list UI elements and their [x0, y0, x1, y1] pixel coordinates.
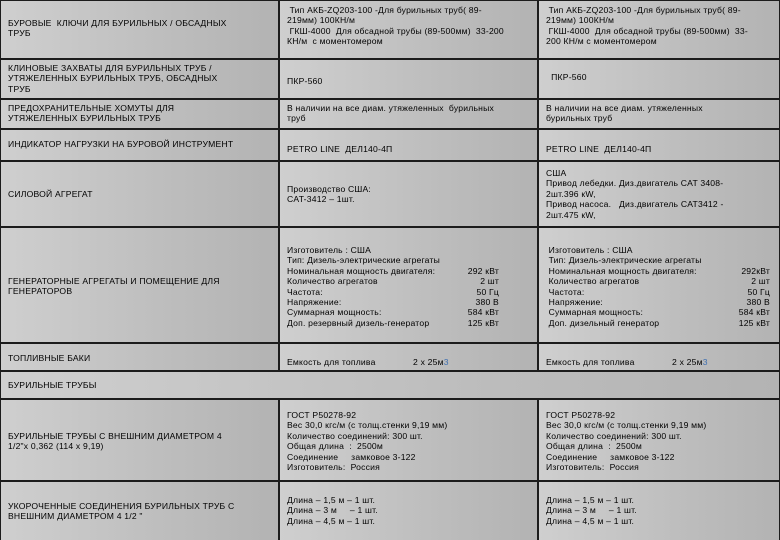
spec-text: PETRO LINE ДЕЛ140-4П [287, 144, 393, 154]
spec-value: 125 кВт [467, 317, 499, 328]
spec-key: Емкость для топлива [546, 357, 635, 367]
spec-cell [280, 482, 537, 540]
section-header: БУРИЛЬНЫЕ ТРУБЫ [8, 380, 97, 390]
row-label: ТОПЛИВНЫЕ БАКИ [8, 353, 91, 363]
spec-cell [280, 60, 537, 98]
spec-cell [539, 100, 779, 128]
row-label: БУРОВЫЕ КЛЮЧИ ДЛЯ БУРИЛЬНЫХ / ОБСАДНЫХ ТРУБ [8, 18, 227, 39]
spec-key: Емкость для топлива [287, 357, 376, 367]
table-row-weight-indicator [0, 130, 780, 160]
spec-value-wrap [672, 357, 775, 367]
row-label: ПРЕДОХРАНИТЕЛЬНЫЕ ХОМУТЫ ДЛЯ УТЯЖЕЛЕННЫХ БУРИЛЬНЫХ ТРУБ [8, 103, 175, 124]
spec-value: 50 Гц [747, 286, 770, 297]
spec-value: 125 кВт [738, 317, 770, 328]
row-label-cell [1, 344, 278, 370]
spec-value: 380 В [475, 296, 499, 307]
spec-line: Изготовитель : США [546, 245, 633, 255]
spec-value: 50 Гц [473, 286, 499, 297]
spec-line: Тип: Дизель-электрические агрегаты [546, 255, 702, 266]
spec-text: Длина – 1,5 м – 1 шт. Длина – 3 м – 1 шт. Длина – 4,5 м – 1 шт. [546, 495, 637, 526]
spec-text: ПКР-560 [287, 76, 323, 86]
table-row-power-unit [0, 162, 780, 226]
spec-line: Тип: Дизель-электрические агрегаты [287, 255, 440, 266]
spec-value: 292 кВт [467, 265, 499, 276]
spec-key: Количество агрегатов [546, 276, 640, 287]
row-label-cell [1, 1, 278, 58]
generator-specs [287, 245, 499, 328]
spec-value: 2 шт [480, 276, 499, 287]
spec-cell [539, 344, 779, 370]
table-row-slips [0, 60, 780, 98]
spec-cell [539, 1, 779, 58]
spec-cell [539, 130, 779, 160]
spec-key: Номинальная мощность двигателя: [546, 265, 697, 276]
row-label-cell [1, 162, 278, 226]
spec-value: 584 кВт [738, 307, 770, 318]
spec-text: ГОСТ Р50278-92 Вес 30,0 кгс/м (с толщ.стенки 9,19 мм) Количество соединений: 300 шт. Общая длина : 2500м Соединение замковое 3-122 Изготовитель: Россия [546, 410, 707, 473]
spec-cell [539, 228, 779, 342]
spec-cell [280, 130, 537, 160]
table-row-drill-pipes-header [0, 372, 780, 398]
spec-key: Суммарная мощность: [546, 307, 644, 318]
spec-cell [280, 1, 537, 58]
table-row-generators [0, 228, 780, 342]
table-row-drill-pipes [0, 400, 780, 480]
spec-value: 2 х 25м [672, 357, 703, 367]
section-header-cell [1, 372, 779, 398]
row-label-cell [1, 100, 278, 128]
spec-text: США Привод лебедки. Диз.двигатель CAT 3408- 2шт.396 кW, Привод насоса. Диз.двигатель CAT3412 - 2шт.475 кW, [546, 168, 724, 220]
table-row-pup-joints [0, 482, 780, 540]
spec-value-wrap [413, 357, 533, 367]
row-label-cell [1, 228, 278, 342]
row-label-cell [1, 130, 278, 160]
spec-text: ГОСТ Р50278-92 Вес 30,0 кгс/м (с толщ.стенки 9,19 мм) Количество соединений: 300 шт. Общая длина : 2500м Соединение замковое 3-122 Изготовитель: Россия [287, 410, 448, 473]
spec-key: Номинальная мощность двигателя: [287, 265, 436, 276]
row-label: КЛИНОВЫЕ ЗАХВАТЫ ДЛЯ БУРИЛЬНЫХ ТРУБ / УТЯЖЕЛЕННЫХ БУРИЛЬНЫХ ТРУБ, ОБСАДНЫХ ТРУБ [8, 63, 218, 94]
row-label-cell [1, 482, 278, 540]
spec-text: PETRO LINE ДЕЛ140-4П [546, 144, 652, 154]
spec-cell [280, 162, 537, 226]
table-row-tongs [0, 1, 780, 58]
spec-cell [539, 162, 779, 226]
unit-superscript: 3 [702, 357, 708, 367]
spec-cell [280, 344, 537, 370]
spec-cell [280, 228, 537, 342]
generator-specs [546, 245, 770, 328]
spec-cell [539, 482, 779, 540]
spec-key: Доп. дизельный генератор [546, 317, 660, 328]
spec-value: 292кВт [741, 265, 770, 276]
row-label: БУРИЛЬНЫЕ ТРУБЫ С ВНЕШНИМ ДИАМЕТРОМ 4 1/2"х 0,362 (114 х 9,19) [8, 431, 222, 452]
row-label: СИЛОВОЙ АГРЕГАТ [8, 189, 93, 199]
spec-key: Напряжение: [546, 296, 604, 307]
spec-line: Изготовитель : США [287, 245, 372, 255]
table-row-fuel-tanks [0, 344, 780, 370]
row-label: УКОРОЧЕННЫЕ СОЕДИНЕНИЯ БУРИЛЬНЫХ ТРУБ С ВНЕШНИМ ДИАМЕТРОМ 4 1/2 " [8, 501, 235, 522]
spec-value: 2 х 25м [413, 357, 444, 367]
spec-key: Суммарная мощность: [287, 307, 382, 318]
spec-key: Напряжение: [287, 296, 342, 307]
spec-value: 380 В [746, 296, 770, 307]
row-label-cell [1, 60, 278, 98]
spec-value: 584 кВт [467, 307, 499, 318]
spec-cell [539, 60, 779, 98]
spec-key: Доп. резервный дизель-генератор [287, 317, 430, 328]
row-label: ИНДИКАТОР НАГРУЗКИ НА БУРОВОЙ ИНСТРУМЕНТ [8, 139, 234, 149]
table-row-safety-clamps [0, 100, 780, 128]
spec-key: Частота: [546, 286, 585, 297]
spec-cell [280, 400, 537, 480]
spec-text: Тип АКБ-ZQ203-100 -Для бурильных труб( 89- 219мм) 100КН/м ГКШ-4000 Для обсадной трубы (89-500мм) 33-200 КН/м с моментомером [287, 5, 504, 47]
spec-key: Частота: [287, 286, 323, 297]
row-label-cell [1, 400, 278, 480]
spec-cell [539, 400, 779, 480]
spec-text: В наличии на все диам. утяжеленных бурильных труб [287, 103, 494, 124]
unit-superscript: 3 [443, 357, 449, 367]
spec-text: В наличии на все диам. утяжеленных бурильных труб [546, 103, 703, 124]
spec-value: 2 шт [751, 276, 770, 287]
row-label: ГЕНЕРАТОРНЫЕ АГРЕГАТЫ И ПОМЕЩЕНИЕ ДЛЯ ГЕНЕРАТОРОВ [8, 276, 220, 297]
spec-cell [280, 100, 537, 128]
spec-key: Количество агрегатов [287, 276, 378, 287]
spec-text: Производство США: CAT-3412 – 1шт. [287, 184, 372, 205]
spec-text: Тип АКБ-ZQ203-100 -Для бурильных труб( 89- 219мм) 100КН/м ГКШ-4000 Для обсадной трубы (89-500мм) 33- 200 КН/м с моментомером [546, 5, 748, 47]
spec-text: Длина – 1,5 м – 1 шт. Длина – 3 м – 1 шт. Длина – 4,5 м – 1 шт. [287, 495, 378, 526]
spec-text: ПКР-560 [546, 72, 587, 82]
